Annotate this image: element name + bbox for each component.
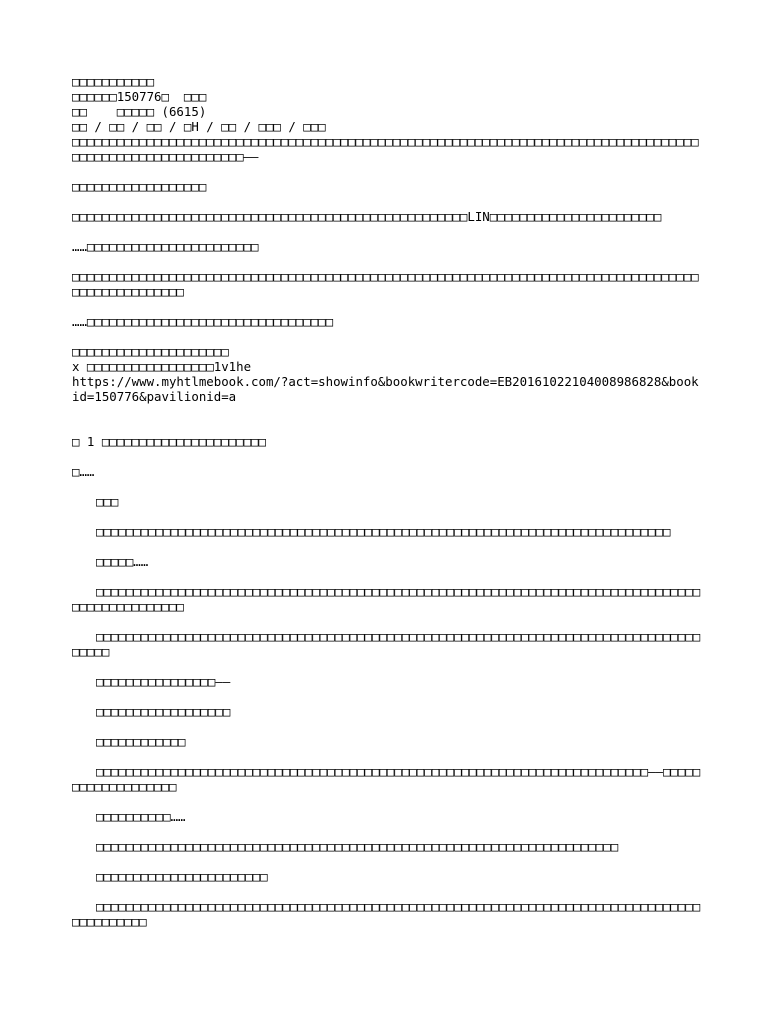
document-page <box>72 74 702 929</box>
book-header <box>72 74 702 134</box>
author-count-line: □□ □□□□□ (6615) <box>72 104 207 119</box>
chapter-title: □ 1 □□□□□□□□□□□□□□□□□□□□□□ <box>72 434 266 449</box>
intro-paragraph-1: □□□□□□□□□□□□□□□□□□□□□□□□□□□□□□□□□□□□□□□□□□□□□□□□□□□□□□□□□□□□□□□□□□□□□□□□□□□□□□□□□□□□□□□□□□□□□□□□□□□□□□□□□□□—— <box>72 134 699 164</box>
chapter-paragraph: □□□□□□□□□□□□□□□□□□□□□□□□□□□□□□□□□□□□□□□□□□□□□□□□□□□□□□□□□□□□□□□□□□□□□□□□□□□□□□□□□□□□□□□□□□□□□□□□ <box>72 584 701 614</box>
chapter-paragraph: □□□□□□□□□□□□□□□□□□□□□□□□□□□□□□□□□□□□□□□□□□□□□□□□□□□□□□□□□□□□□□□□□□□□□□□□□□□□□□□□□□□□□□□□□□□ <box>72 899 701 929</box>
book-title: □□□□□□□□□□□ <box>72 74 155 89</box>
chapter-paragraph: □□□□□□□□□□□□□□□□□□□□□□□□□□□□□□□□□□□□□□□□□□□□□□□□□□□□□□□□□□□□□□□□□□□□□□ <box>96 839 619 854</box>
source-url-link[interactable]: https://www.myhtlmebook.com/?act=showinfo&bookwritercode=EB20161022104008986828&bookid=150776&pavilionid=a <box>72 374 699 404</box>
intro-paragraph-3: □□□□□□□□□□□□□□□□□□□□□□□□□□□□□□□□□□□□□□□□□□□□□□□□□□□□□LIN□□□□□□□□□□□□□□□□□□□□□□□ <box>72 209 662 224</box>
intro-paragraph-6: ……□□□□□□□□□□□□□□□□□□□□□□□□□□□□□□□□□ <box>72 314 334 329</box>
chapter-paragraph: □□□□□□□□□□□□□□□□□□ <box>96 704 231 719</box>
chapter-paragraph: □□□□□□□□□□□□□□□□□□□□□□□□□□□□□□□□□□□□□□□□□□□□□□□□□□□□□□□□□□□□□□□□□□□□□□□□□□——□□□□□□□□□□□□□□□□□□□ <box>72 764 701 794</box>
tag-breadcrumb: □□ / □□ / □□ / □H / □□ / □□□ / □□□ <box>72 119 326 134</box>
intro-paragraph-5: □□□□□□□□□□□□□□□□□□□□□□□□□□□□□□□□□□□□□□□□□□□□□□□□□□□□□□□□□□□□□□□□□□□□□□□□□□□□□□□□□□□□□□□□□□□□□□□□□□□ <box>72 269 699 299</box>
chapter-paragraph: □□□ <box>96 494 119 509</box>
intro-paragraph-7b: x □□□□□□□□□□□□□□□□□1v1he <box>72 359 252 374</box>
chapter-paragraph: □…… <box>72 464 95 479</box>
chapter-paragraph: □□□□□□□□□□□□□□□□—— <box>96 674 231 689</box>
chapter-paragraph: □□□□□□□□□□□□□□□□□□□□□□□ <box>96 869 268 884</box>
chapter-paragraph: □□□□□□□□□□□□□□□□□□□□□□□□□□□□□□□□□□□□□□□□□□□□□□□□□□□□□□□□□□□□□□□□□□□□□□□□□□□□□□□□□□□□□□ <box>72 629 701 659</box>
chapter-paragraph: □□□□□…… <box>96 554 149 569</box>
chapter-paragraph: □□□□□□□□□□…… <box>96 809 186 824</box>
intro-paragraph-2: □□□□□□□□□□□□□□□□□□ <box>72 179 207 194</box>
chapter-paragraph: □□□□□□□□□□□□ <box>96 734 186 749</box>
book-id-line: □□□□□□150776□ □□□ <box>72 89 207 104</box>
section-spacer <box>72 404 702 434</box>
intro-paragraph-4: ……□□□□□□□□□□□□□□□□□□□□□□□ <box>72 239 259 254</box>
chapter-paragraph: □□□□□□□□□□□□□□□□□□□□□□□□□□□□□□□□□□□□□□□□□□□□□□□□□□□□□□□□□□□□□□□□□□□□□□□□□□□□□ <box>96 524 671 539</box>
intro-paragraph-7a: □□□□□□□□□□□□□□□□□□□□□ <box>72 344 229 359</box>
